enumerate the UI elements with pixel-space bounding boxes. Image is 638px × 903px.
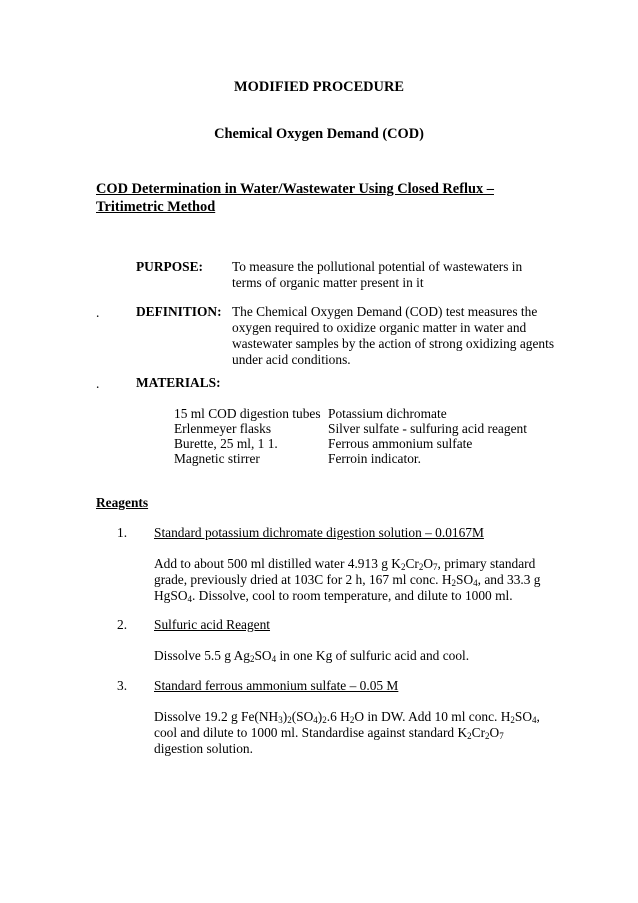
definition-label: DEFINITION: [136, 304, 222, 319]
material-item: Potassium dichromate [328, 406, 447, 421]
reagent-text-line: Dissolve 19.2 g $Fe(NH_3)_2(SO_4)_2.6$ $H_2O$ in DW. Add 10 ml conc. $H_2SO_4$, [154, 709, 540, 725]
section-heading-line-2: Tritimetric Method [96, 199, 216, 215]
reagent-number: 2. [117, 617, 128, 632]
material-item: Ferroin indicator. [328, 451, 421, 466]
material-item: Erlenmeyer flasks [174, 421, 272, 436]
material-item: 15 ml COD digestion tubes [174, 406, 321, 421]
section-heading-line-1: COD Determination in Water/Wastewater Using Closed Reflux – [96, 181, 494, 197]
material-item: Burette, 25 ml, 1 1. [174, 436, 278, 451]
page-subtitle: Chemical Oxygen Demand (COD) [214, 126, 424, 142]
definition-bullet: . [96, 305, 100, 320]
definition-text-line-1: The Chemical Oxygen Demand (COD) test measures the [232, 304, 538, 319]
material-item: Silver sulfate - sulfuring acid reagent [328, 421, 527, 436]
reagents-heading: Reagents [96, 495, 149, 510]
reagent-text-line: Dissolve 5.5 g $Ag_2SO_4$ in one Kg of sulfuric acid and cool. [154, 648, 470, 664]
material-item: Ferrous ammonium sulfate [328, 436, 473, 451]
reagent-number: 3. [117, 678, 128, 693]
reagent-text-line: grade, previously dried at 103C for 2 h, 167 ml conc. $H_2SO_4$, and 33.3 g [154, 572, 541, 588]
material-item: Magnetic stirrer [174, 451, 260, 466]
purpose-text-line-2: terms of organic matter present in it [232, 275, 424, 290]
purpose-label: PURPOSE: [136, 259, 203, 274]
purpose-text-line-1: To measure the pollutional potential of wastewaters in [232, 259, 523, 274]
definition-text-line-4: under acid conditions. [232, 352, 351, 367]
reagent-title: Standard potassium dichromate digestion solution – 0.0167M [154, 525, 484, 540]
reagent-text-line: Add to about 500 ml distilled water 4.913 g $K_2Cr_2O_7$, primary standard [154, 556, 536, 572]
page-title: MODIFIED PROCEDURE [234, 79, 404, 95]
materials-bullet: . [96, 376, 100, 391]
reagent-title: Standard ferrous ammonium sulfate – 0.05 M [154, 678, 399, 693]
reagent-text-line: HgSO$_4$. Dissolve, cool to room temperature, and dilute to 1000 ml. [154, 588, 513, 604]
reagent-number: 1. [117, 525, 128, 540]
definition-text-line-2: oxygen required to oxidize organic matter in water and [232, 320, 527, 335]
reagent-text-line: cool and dilute to 1000 ml. Standardise against standard $K_2Cr_2O_7$ [154, 725, 504, 741]
reagent-text-line: digestion solution. [154, 741, 253, 756]
definition-text-line-3: wastewater samples by the action of strong oxidizing agents [232, 336, 555, 351]
reagent-title: Sulfuric acid Reagent [154, 617, 271, 632]
materials-label: MATERIALS: [136, 375, 221, 390]
